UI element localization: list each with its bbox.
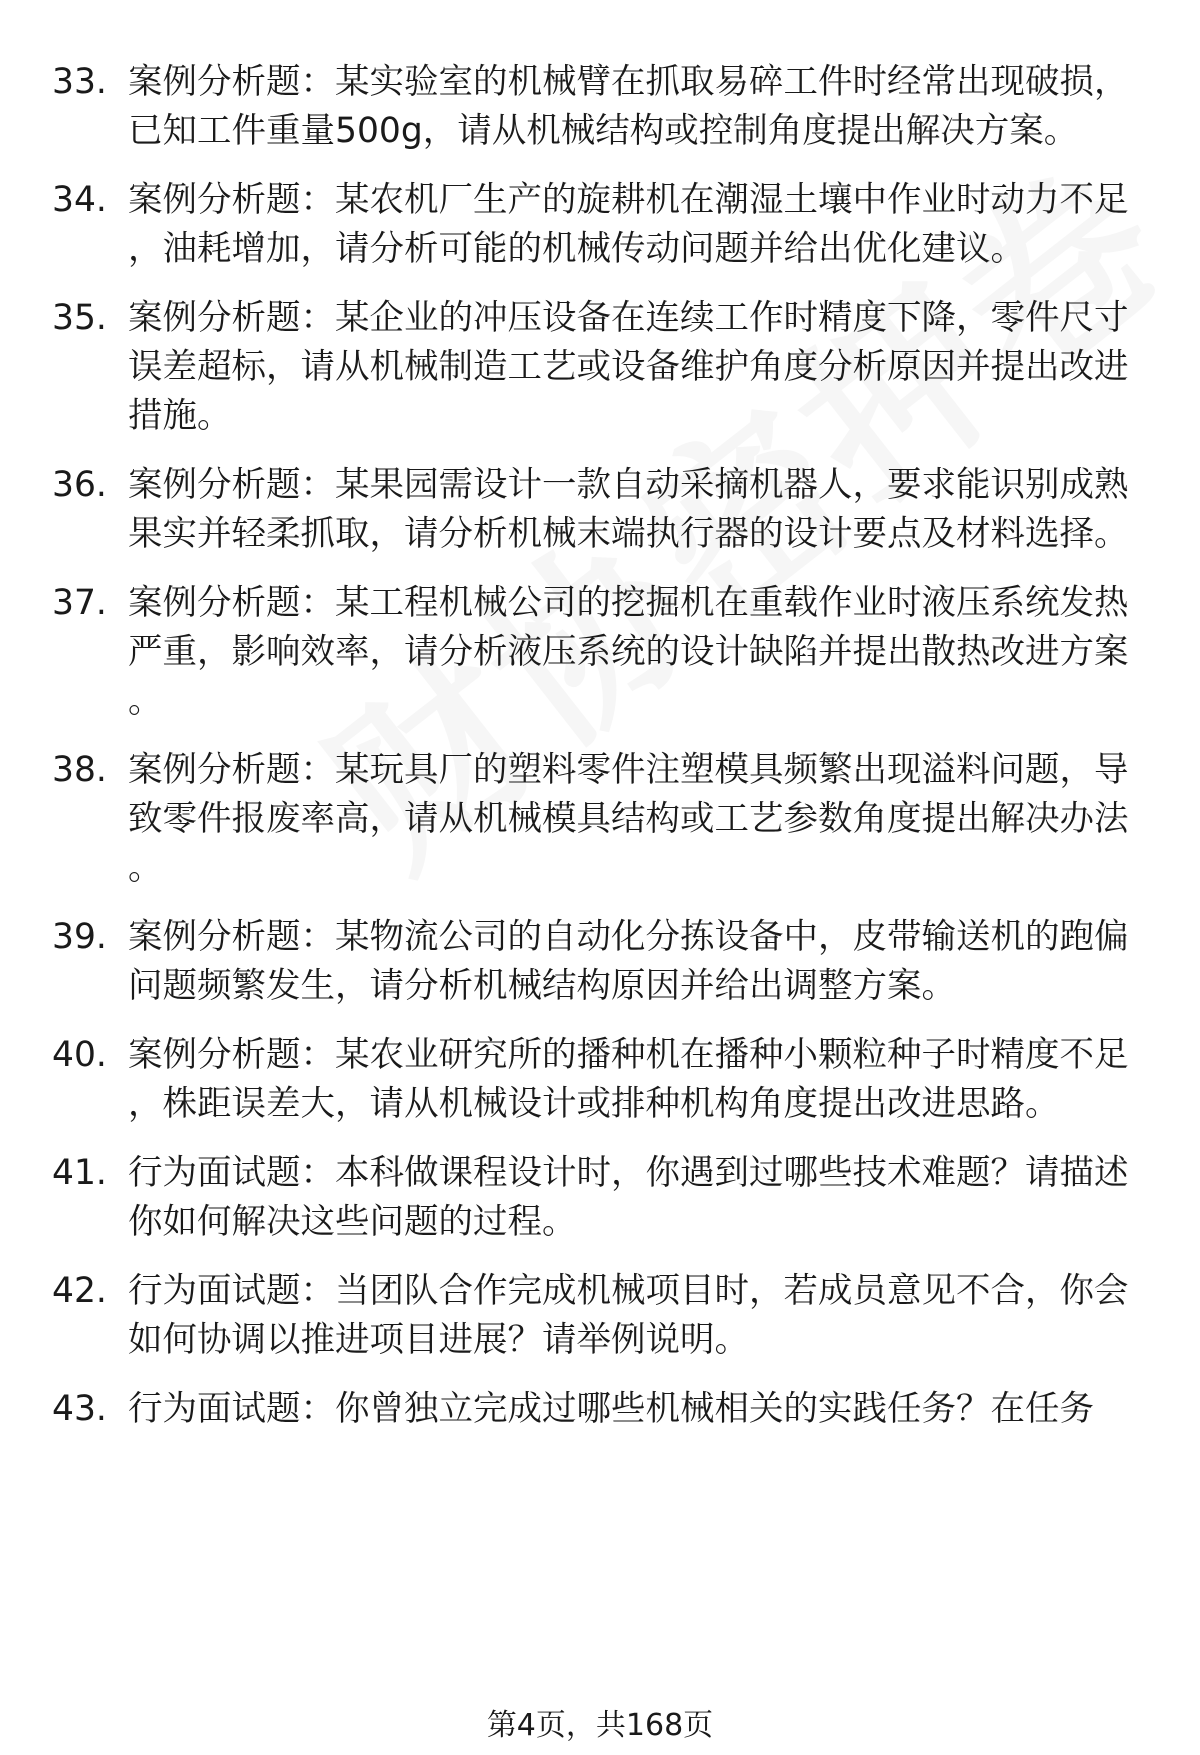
question-item <box>52 58 1132 156</box>
question-item <box>52 913 1132 1011</box>
question-text: 案例分析题：某农业研究所的播种机在播种小颗粒种子时精度不足，株距误差大，请从机械设计或排种机构角度提出改进思路。 <box>128 1035 1129 1124</box>
question-text: 行为面试题：你曾独立完成过哪些机械相关的实践任务？在任务 <box>128 1389 1094 1429</box>
question-item <box>52 1149 1132 1247</box>
question-text: 案例分析题：某玩具厂的塑料零件注塑模具频繁出现溢料问题，导致零件报废率高，请从机械模具结构或工艺参数角度提出解决办法。 <box>128 750 1129 888</box>
question-text: 案例分析题：某果园需设计一款自动采摘机器人，要求能识别成熟果实并轻柔抓取，请分析机械末端执行器的设计要点及材料选择。 <box>128 465 1129 554</box>
question-number: 42. <box>52 1271 107 1311</box>
question-text: 案例分析题：某工程机械公司的挖掘机在重载作业时液压系统发热严重，影响效率，请分析液压系统的设计缺陷并提出散热改进方案。 <box>128 583 1129 721</box>
question-list <box>52 58 1132 1454</box>
question-number: 33. <box>52 62 107 102</box>
question-number: 39. <box>52 917 107 957</box>
question-item <box>52 1385 1132 1434</box>
question-item <box>52 294 1132 441</box>
question-item <box>52 1031 1132 1129</box>
question-text: 行为面试题：本科做课程设计时，你遇到过哪些技术难题？请描述你如何解决这些问题的过程。 <box>128 1153 1129 1242</box>
question-text: 案例分析题：某实验室的机械臂在抓取易碎工件时经常出现破损，已知工件重量500g，请从机械结构或控制角度提出解决方案。 <box>128 62 1129 151</box>
question-number: 38. <box>52 750 107 790</box>
question-number: 34. <box>52 180 107 220</box>
question-number: 40. <box>52 1035 107 1075</box>
question-item <box>52 1267 1132 1365</box>
question-item <box>52 579 1132 726</box>
question-item <box>52 746 1132 893</box>
question-number: 41. <box>52 1153 107 1193</box>
question-text: 案例分析题：某物流公司的自动化分拣设备中，皮带输送机的跑偏问题频繁发生，请分析机械结构原因并给出调整方案。 <box>128 917 1129 1006</box>
page-number-label: 第4页，共168页 <box>486 1708 714 1743</box>
question-item <box>52 176 1132 274</box>
page-footer <box>0 1706 1200 1746</box>
question-number: 36. <box>52 465 107 505</box>
question-number: 35. <box>52 298 107 338</box>
question-text: 案例分析题：某农机厂生产的旋耕机在潮湿土壤中作业时动力不足，油耗增加，请分析可能的机械传动问题并给出优化建议。 <box>128 180 1129 269</box>
question-text: 行为面试题：当团队合作完成机械项目时，若成员意见不合，你会如何协调以推进项目进展？请举例说明。 <box>128 1271 1129 1360</box>
question-item <box>52 461 1132 559</box>
question-text: 案例分析题：某企业的冲压设备在连续工作时精度下降，零件尺寸误差超标，请从机械制造工艺或设备维护角度分析原因并提出改进措施。 <box>128 298 1129 436</box>
question-number: 43. <box>52 1389 107 1429</box>
question-number: 37. <box>52 583 107 623</box>
